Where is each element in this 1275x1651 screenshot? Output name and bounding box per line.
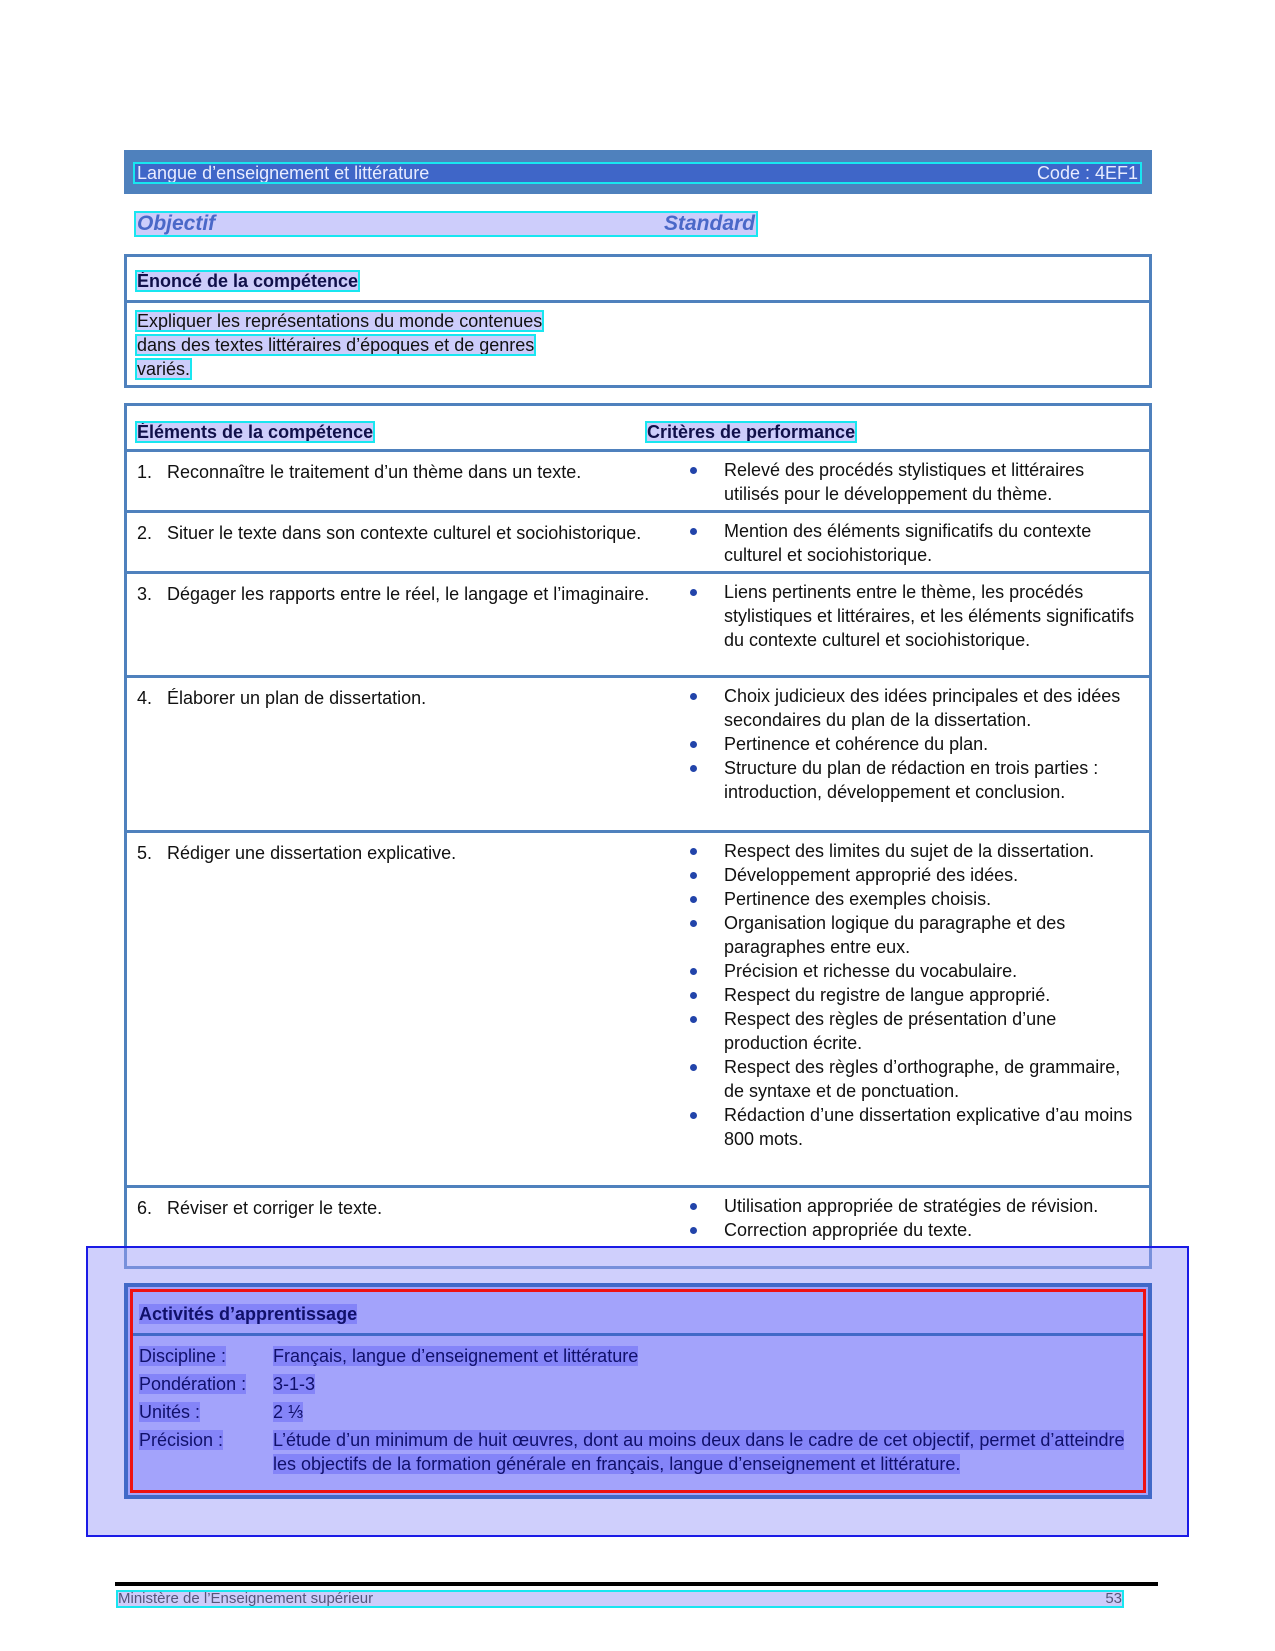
objective-label: Objectif: [137, 212, 216, 235]
competence-statement-heading: Énoncé de la compétence: [137, 271, 359, 291]
bullet-icon: [690, 848, 697, 855]
table-row: [127, 678, 1149, 833]
criteria-item: Respect des règles d’orthographe, de grammaire, de syntaxe et de ponctuation.: [682, 1055, 1142, 1103]
column-header-elements: Éléments de la compétence: [137, 422, 374, 442]
criteria-item: Respect des règles de présentation d’une production écrite.: [682, 1007, 1142, 1055]
criteria-list: [682, 580, 1142, 652]
element-text: Rédiger une dissertation explicative.: [167, 843, 457, 863]
bullet-icon: [690, 1227, 697, 1234]
element-number: 4.: [137, 688, 153, 708]
criteria-item: Mention des éléments significatifs du contexte culturel et sociohistorique.: [682, 519, 1142, 567]
criteria-list: [682, 519, 1142, 567]
criteria-item: Utilisation appropriée de stratégies de révision.: [682, 1194, 1142, 1218]
table-row: [127, 452, 1149, 513]
criteria-list: [682, 458, 1142, 506]
criteria-item: Respect du registre de langue approprié.: [682, 983, 1142, 1007]
field-label: Précision :: [139, 1430, 224, 1450]
bullet-icon: [690, 1016, 697, 1023]
bullet-icon: [690, 896, 697, 903]
footer-divider: [115, 1582, 1158, 1586]
bullet-icon: [690, 693, 697, 700]
element-cell: [137, 582, 657, 606]
learning-activities-box: [124, 1283, 1152, 1499]
course-header-band: [124, 150, 1152, 194]
bullet-icon: [690, 872, 697, 879]
element-text: Reconnaître le traitement d’un thème dans un texte.: [167, 462, 582, 482]
statement-line: dans des textes littéraires d’époques et de genres: [137, 335, 535, 355]
field-label: Discipline :: [139, 1346, 227, 1366]
course-code: Code : 4EF1: [1036, 163, 1138, 183]
bullet-icon: [690, 467, 697, 474]
bullet-icon: [690, 741, 697, 748]
field-ponderation: [139, 1372, 1143, 1396]
element-cell: [137, 1196, 657, 1220]
criteria-item: Correction appropriée du texte.: [682, 1218, 1142, 1242]
criteria-item: Relevé des procédés stylistiques et littéraires utilisés pour le développement du thème.: [682, 458, 1142, 506]
learning-activities-heading: Activités d’apprentissage: [139, 1304, 358, 1324]
criteria-item: Choix judicieux des idées principales et des idées secondaires du plan de la dissertation.: [682, 684, 1142, 732]
page-footer: [118, 1592, 1122, 1606]
learning-activities-header: [133, 1292, 1143, 1336]
table-row: [127, 513, 1149, 574]
element-text: Élaborer un plan de dissertation.: [167, 688, 427, 708]
learning-activities-fields: [133, 1336, 1143, 1476]
bullet-icon: [690, 992, 697, 999]
bullet-icon: [690, 968, 697, 975]
bullet-icon: [690, 589, 697, 596]
element-cell: [137, 841, 657, 865]
objective-standard-row: [136, 213, 756, 235]
course-header: [135, 164, 1140, 182]
field-label: Unités :: [139, 1402, 201, 1422]
table-row: [127, 574, 1149, 678]
criteria-item: Développement approprié des idées.: [682, 863, 1142, 887]
element-number: 6.: [137, 1198, 153, 1218]
competence-statement-header: [127, 257, 1149, 303]
statement-line: variés.: [137, 359, 191, 379]
criteria-item: Pertinence et cohérence du plan.: [682, 732, 1142, 756]
element-cell: [137, 686, 657, 710]
learning-activities-highlight: [130, 1289, 1146, 1493]
bullet-icon: [690, 528, 697, 535]
criteria-item: Organisation logique du paragraphe et des paragraphes entre eux.: [682, 911, 1142, 959]
field-unites: [139, 1400, 1143, 1424]
element-cell: [137, 460, 657, 484]
element-cell: [137, 521, 657, 545]
criteria-list: [682, 1194, 1142, 1242]
element-text: Dégager les rapports entre le réel, le langage et l’imaginaire.: [167, 584, 650, 604]
element-text: Réviser et corriger le texte.: [167, 1198, 383, 1218]
bullet-icon: [690, 1112, 697, 1119]
bullet-icon: [690, 1203, 697, 1210]
field-value: L’étude d’un minimum de huit œuvres, dont au moins deux dans le cadre de cet objectif, permet d’atteindre les objectifs de la formation générale en français, langue d’enseignement et littérature.: [273, 1430, 1125, 1474]
footer-ministry: Ministère de l’Enseignement supérieur: [118, 1590, 374, 1607]
field-label: Pondération :: [139, 1374, 247, 1394]
field-discipline: [139, 1344, 1143, 1368]
table-header: [127, 406, 1149, 452]
criteria-list: [682, 684, 1142, 804]
criteria-list: [682, 839, 1142, 1151]
field-value: 2 ⅓: [273, 1402, 304, 1422]
criteria-item: Respect des limites du sujet de la dissertation.: [682, 839, 1142, 863]
criteria-item: Pertinence des exemples choisis.: [682, 887, 1142, 911]
field-value: 3-1-3: [273, 1374, 316, 1394]
criteria-item: Liens pertinents entre le thème, les procédés stylistiques et littéraires, et les éléments significatifs du contexte culturel et sociohistorique.: [682, 580, 1142, 652]
element-number: 5.: [137, 843, 153, 863]
bullet-icon: [690, 920, 697, 927]
bullet-icon: [690, 1064, 697, 1071]
competence-statement-box: [124, 254, 1152, 388]
criteria-item: Précision et richesse du vocabulaire.: [682, 959, 1142, 983]
element-text: Situer le texte dans son contexte culturel et sociohistorique.: [167, 523, 642, 543]
field-value: Français, langue d’enseignement et littérature: [273, 1346, 639, 1366]
page-number: 53: [1105, 1590, 1122, 1607]
statement-line: Expliquer les représentations du monde contenues: [137, 311, 543, 331]
bullet-icon: [690, 765, 697, 772]
competence-statement-body: [127, 303, 1149, 378]
field-precision: [139, 1428, 1143, 1476]
element-number: 2.: [137, 523, 153, 543]
table-row: [127, 833, 1149, 1188]
standard-label: Standard: [663, 212, 755, 235]
element-number: 3.: [137, 584, 153, 604]
criteria-item: Rédaction d’une dissertation explicative d’au moins 800 mots.: [682, 1103, 1142, 1151]
column-header-criteria: Critères de performance: [647, 422, 856, 442]
competence-elements-table: [124, 403, 1152, 1269]
course-title: Langue d’enseignement et littérature: [137, 163, 430, 183]
criteria-item: Structure du plan de rédaction en trois parties : introduction, développement et conclusion.: [682, 756, 1142, 804]
element-number: 1.: [137, 462, 153, 482]
